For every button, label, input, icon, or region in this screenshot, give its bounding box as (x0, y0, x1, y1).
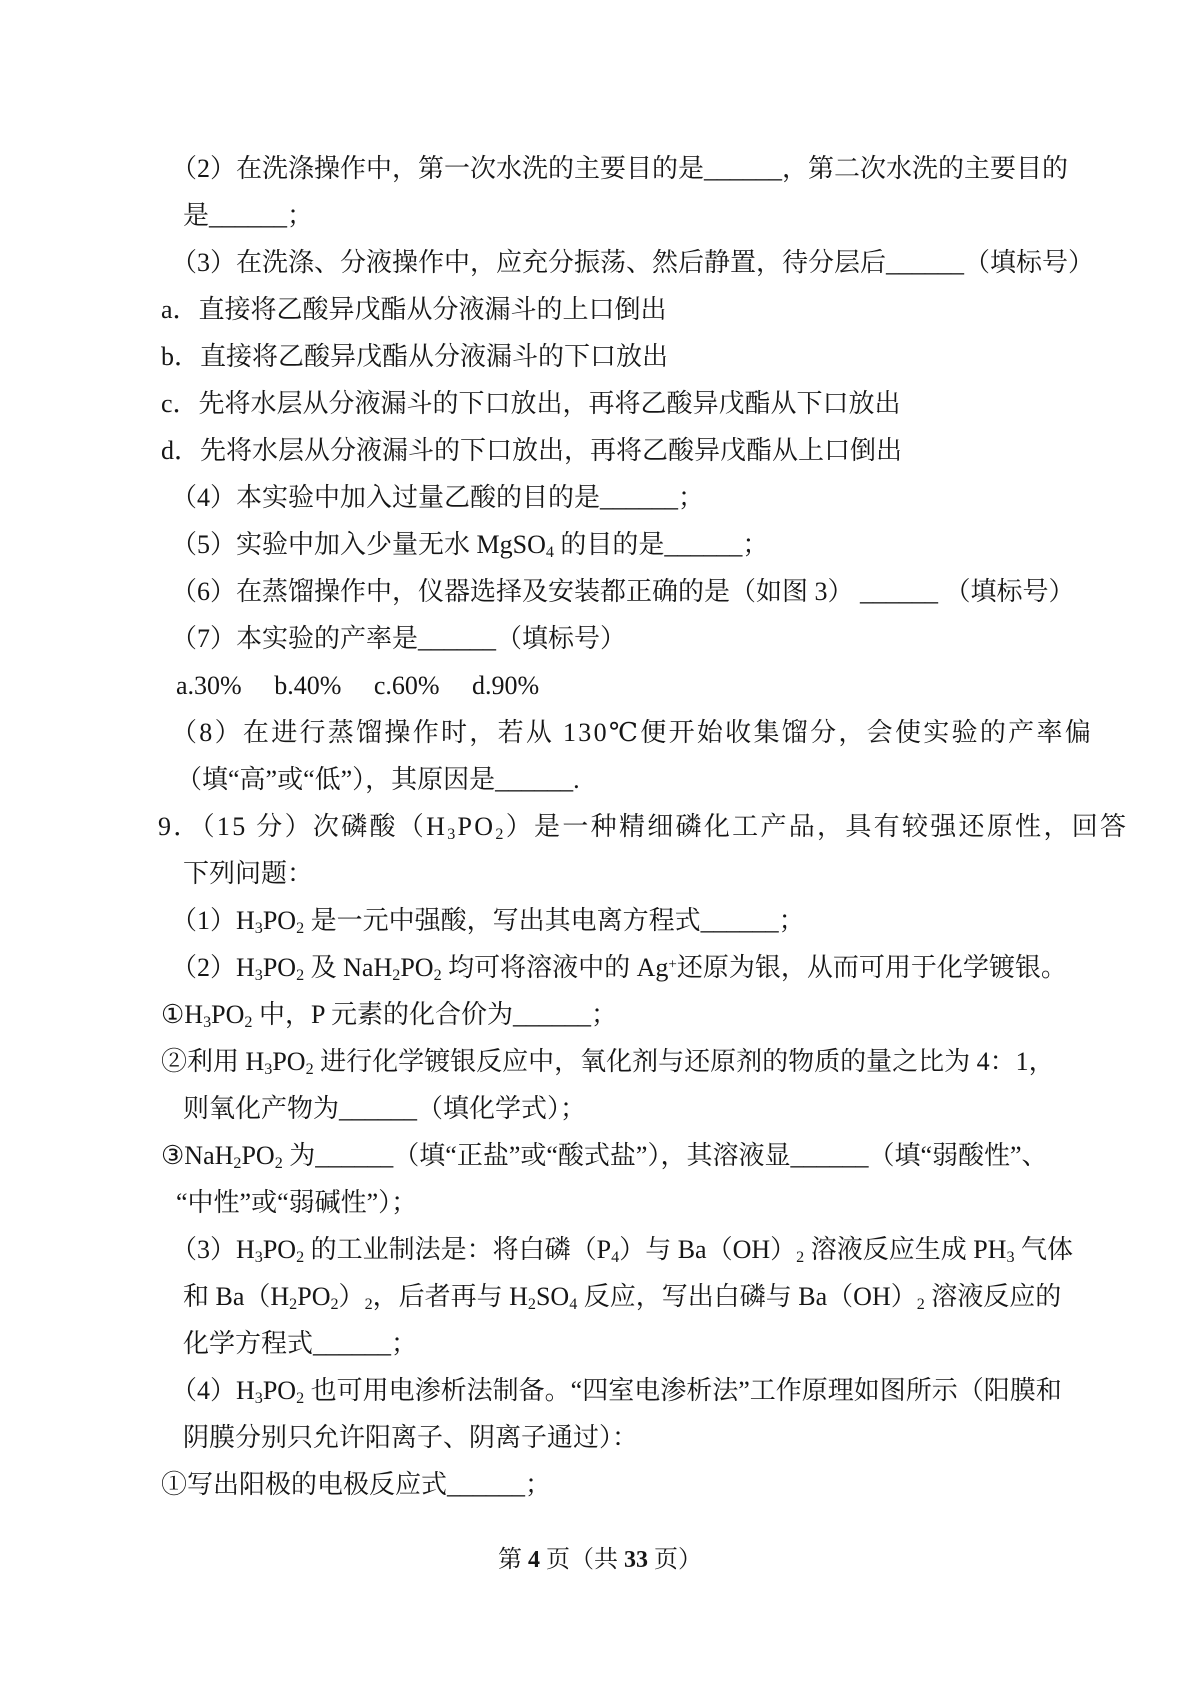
text-run: （2）H (171, 953, 255, 982)
text-run: 及 NaH (304, 953, 393, 982)
text-run: ②利用 H (161, 1047, 265, 1076)
text-run: 则氧化产物为______（填化学式）； (183, 1094, 587, 1123)
text-line (150, 662, 1090, 709)
text-run: 是一元中强酸，写出其电离方程式______； (304, 906, 805, 935)
text-line (150, 1461, 1090, 1508)
text-run: 2 (305, 1061, 314, 1079)
text-run: ①写出阳极的电极反应式______； (161, 1470, 552, 1499)
text-run: c．先将水层从分液漏斗的下口放出，再将乙酸异戊酯从下口放出 (161, 389, 901, 418)
text-run: 2 (296, 1249, 305, 1267)
text-run: 阴膜分别只允许阳离子、阴离子通过）： (183, 1423, 639, 1452)
text-line (150, 380, 1090, 427)
text-run: 反应，写出白磷与 Ba（OH） (577, 1282, 917, 1311)
text-run: 9．（15 分）次磷酸（H (158, 812, 448, 841)
text-line (150, 474, 1090, 521)
text-run: 也可用电渗析法制备。“四室电渗析法”工作原理如图所示（阳膜和 (304, 1376, 1062, 1405)
text-run: PO (211, 1000, 245, 1029)
text-run: 4 (528, 1547, 540, 1573)
text-line (150, 803, 1129, 850)
text-run: ①H (161, 1000, 204, 1029)
text-run: 2 (274, 1155, 283, 1173)
text-run: + (668, 956, 677, 973)
text-run: 2 (433, 967, 442, 985)
text-run: “中性”或“弱碱性”）； (176, 1188, 418, 1217)
text-line (150, 991, 1090, 1038)
text-run: 2 (233, 1155, 242, 1173)
text-run: 3 (254, 967, 263, 985)
text-run: （填“高”或“低”），其原因是______. (176, 765, 580, 794)
text-run: 2 (296, 967, 305, 985)
text-run: 化学方程式______； (183, 1329, 418, 1358)
text-run: d．先将水层从分液漏斗的下口放出，再将乙酸异戊酯从上口倒出 (161, 436, 903, 465)
text-run: （4）本实验中加入过量乙酸的目的是______； (171, 483, 705, 512)
text-line (150, 145, 1090, 192)
text-run: 还原为银，从而可用于化学镀银。 (676, 953, 1067, 982)
text-run: 2 (527, 1296, 536, 1314)
text-run: PO (262, 1235, 297, 1264)
text-run: （1）H (171, 906, 255, 935)
text-line (150, 1132, 1090, 1179)
text-run: 2 (916, 1296, 925, 1314)
text-run: 3 (447, 826, 458, 844)
text-run: 进行化学镀银反应中，氧化剂与还原剂的物质的量之比为 4：1， (313, 1047, 1055, 1076)
text-run: 2 (796, 1249, 805, 1267)
text-line (150, 1414, 1090, 1461)
text-run: 溶液反应生成 PH (804, 1235, 1007, 1264)
text-line (150, 1273, 1090, 1320)
text-run: 均可将溶液中的 Ag (441, 953, 669, 982)
text-run: 3 (254, 920, 263, 938)
text-line (150, 944, 1090, 991)
text-run: 4 (569, 1296, 578, 1314)
text-run: 溶液反应的 (924, 1282, 1062, 1311)
text-run: （3）在洗涤、分液操作中，应充分振荡、然后静置，待分层后______（填标号） (171, 248, 1095, 277)
text-run: PO (457, 812, 496, 841)
text-run: （2）在洗涤操作中，第一次水洗的主要目的是______，第二次水洗的主要目的 (171, 154, 1069, 183)
text-run: 2 (289, 1296, 298, 1314)
text-run: 为______（填“正盐”或“酸式盐”），其溶液显______（填“弱酸性”、 (282, 1141, 1048, 1170)
text-line (150, 521, 1090, 568)
text-line (150, 427, 1090, 474)
text-run: PO (400, 953, 434, 982)
text-run: 4 (611, 1249, 620, 1267)
text-line (150, 1367, 1090, 1414)
text-run: 4 (545, 544, 554, 562)
text-run: 页（共 (540, 1547, 624, 1573)
text-line (150, 615, 1090, 662)
text-run: 3 (254, 1249, 263, 1267)
text-run: ③NaH (161, 1141, 234, 1170)
text-run: 2 (330, 1296, 339, 1314)
text-run: PO (262, 1376, 297, 1405)
text-run: 下列问题： (183, 859, 314, 888)
text-line (150, 709, 1094, 756)
text-run: 的目的是______； (553, 530, 769, 559)
text-run: b．直接将乙酸异戊酯从分液漏斗的下口放出 (161, 342, 669, 371)
page-footer (0, 1544, 1200, 1576)
text-run: a.30% b.40% c.60% d.90% (176, 671, 540, 700)
text-line (150, 192, 1090, 239)
text-run: （4）H (171, 1376, 255, 1405)
text-run: 2 (244, 1014, 253, 1032)
text-run: 2 (296, 920, 305, 938)
text-run: 3 (1006, 1249, 1015, 1267)
text-run: 2 (364, 1296, 373, 1314)
text-line (150, 1085, 1090, 1132)
text-run: 中，P 元素的化合价为______； (252, 1000, 617, 1029)
text-run: 33 (624, 1547, 648, 1573)
text-run: （8）在进行蒸馏操作时，若从 130℃便开始收集馏分，会使实验的产率偏 (171, 718, 1094, 747)
text-run: SO (535, 1282, 570, 1311)
text-run: 的工业制法是：将白磷（P (304, 1235, 612, 1264)
text-line (150, 1179, 1090, 1226)
text-line (150, 286, 1090, 333)
text-run: （5）实验中加入少量无水 MgSO (171, 530, 546, 559)
text-line (150, 897, 1090, 944)
text-run: 2 (296, 1390, 305, 1408)
question-text (150, 145, 1129, 1508)
text-run: 3 (264, 1061, 273, 1079)
text-line (150, 1320, 1090, 1367)
text-line (150, 1038, 1090, 1085)
text-line (150, 239, 1095, 286)
text-run: 3 (254, 1390, 263, 1408)
text-run: （6）在蒸馏操作中，仪器选择及安装都正确的是（如图 3） ______ （填标号） (171, 577, 1075, 606)
text-run: （3）H (171, 1235, 255, 1264)
text-run: PO (262, 906, 297, 935)
text-run: ，后者再与 H (372, 1282, 528, 1311)
text-run: 第 (498, 1547, 528, 1573)
text-run: 3 (203, 1014, 212, 1032)
text-run: PO (262, 953, 297, 982)
text-line (150, 568, 1090, 615)
text-run: 2 (392, 967, 401, 985)
text-line (150, 850, 1090, 897)
text-run: PO (241, 1141, 275, 1170)
text-line (150, 333, 1090, 380)
text-run: ）与 Ba（OH） (619, 1235, 797, 1264)
text-run: PO (272, 1047, 306, 1076)
text-line (150, 1226, 1090, 1273)
text-line (150, 756, 1090, 803)
text-run: 和 Ba（H (183, 1282, 290, 1311)
text-run: 气体 (1014, 1235, 1074, 1264)
text-run: （7）本实验的产率是______（填标号） (171, 624, 627, 653)
text-run: 是______； (183, 201, 314, 230)
text-run: PO (297, 1282, 331, 1311)
text-run: ） (338, 1282, 365, 1311)
text-run: ）是一种精细磷化工产品，具有较强还原性，回答 (505, 812, 1129, 841)
text-run: 页） (648, 1547, 702, 1573)
text-run: 2 (495, 826, 506, 844)
text-run: a．直接将乙酸异戊酯从分液漏斗的上口倒出 (161, 295, 667, 324)
